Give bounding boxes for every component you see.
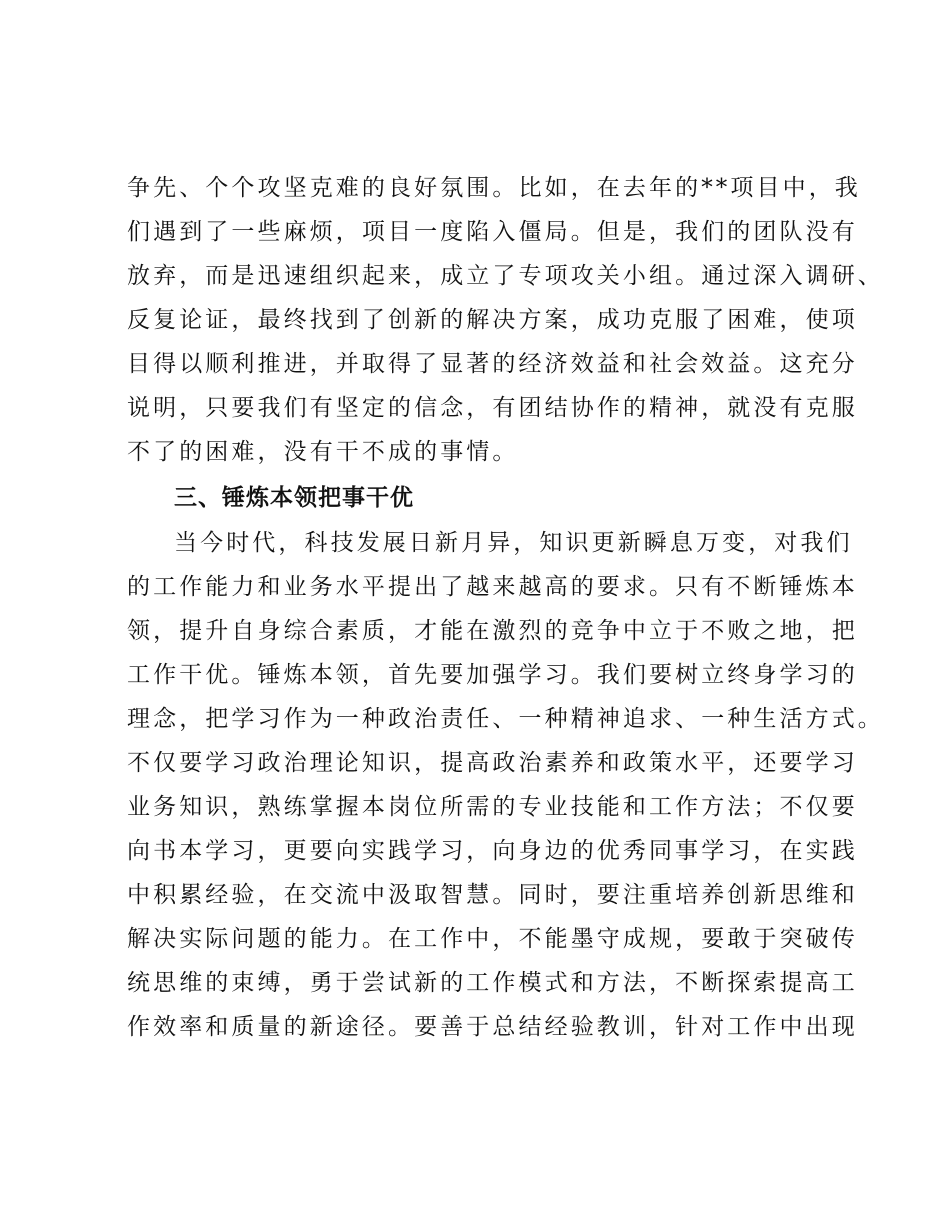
- paragraph-line: 不了的困难，没有干不成的事情。: [127, 439, 519, 465]
- paragraph-line: 向书本学习，更要向实践学习，向身边的优秀同事学习，在实践: [127, 838, 858, 864]
- paragraph-line: 解决实际问题的能力。在工作中，不能墨守成规，要敢于突破传: [127, 926, 858, 952]
- section-heading: 三、锤炼本领把事干优: [174, 485, 414, 511]
- paragraph-line: 反复论证，最终找到了创新的解决方案，成功克服了困难，使项: [127, 307, 858, 333]
- paragraph-line: 统思维的束缚，勇于尝试新的工作模式和方法，不断探索提高工: [127, 970, 858, 996]
- paragraph-line: 理念，把学习作为一种政治责任、一种精神追求、一种生活方式。: [127, 706, 884, 732]
- paragraph-line: 目得以顺利推进，并取得了显著的经济效益和社会效益。这充分: [127, 351, 858, 377]
- paragraph-line: 不仅要学习政治理论知识，提高政治素养和政策水平，还要学习: [127, 750, 858, 776]
- paragraph-line: 的工作能力和业务水平提出了越来越高的要求。只有不断锤炼本: [127, 574, 858, 600]
- paragraph-line: 说明，只要我们有坚定的信念，有团结协作的精神，就没有克服: [127, 395, 858, 421]
- paragraph-line: 作效率和质量的新途径。要善于总结经验教训，针对工作中出现: [127, 1014, 858, 1040]
- paragraph-line: 工作干优。锤炼本领，首先要加强学习。我们要树立终身学习的: [127, 662, 858, 688]
- paragraph-line: 们遇到了一些麻烦，项目一度陷入僵局。但是，我们的团队没有: [127, 219, 858, 245]
- paragraph-line: 放弃，而是迅速组织起来，成立了专项攻关小组。通过深入调研、: [127, 263, 884, 289]
- paragraph-line: 当今时代，科技发展日新月异，知识更新瞬息万变，对我们: [174, 530, 853, 556]
- paragraph-line: 争先、个个攻坚克难的良好氛围。比如，在去年的**项目中，我: [127, 175, 861, 201]
- paragraph-line: 中积累经验，在交流中汲取智慧。同时，要注重培养创新思维和: [127, 882, 858, 908]
- paragraph-line: 领，提升自身综合素质，才能在激烈的竞争中立于不败之地，把: [127, 618, 858, 644]
- paragraph-line: 业务知识，熟练掌握本岗位所需的专业技能和工作方法；不仅要: [127, 794, 858, 820]
